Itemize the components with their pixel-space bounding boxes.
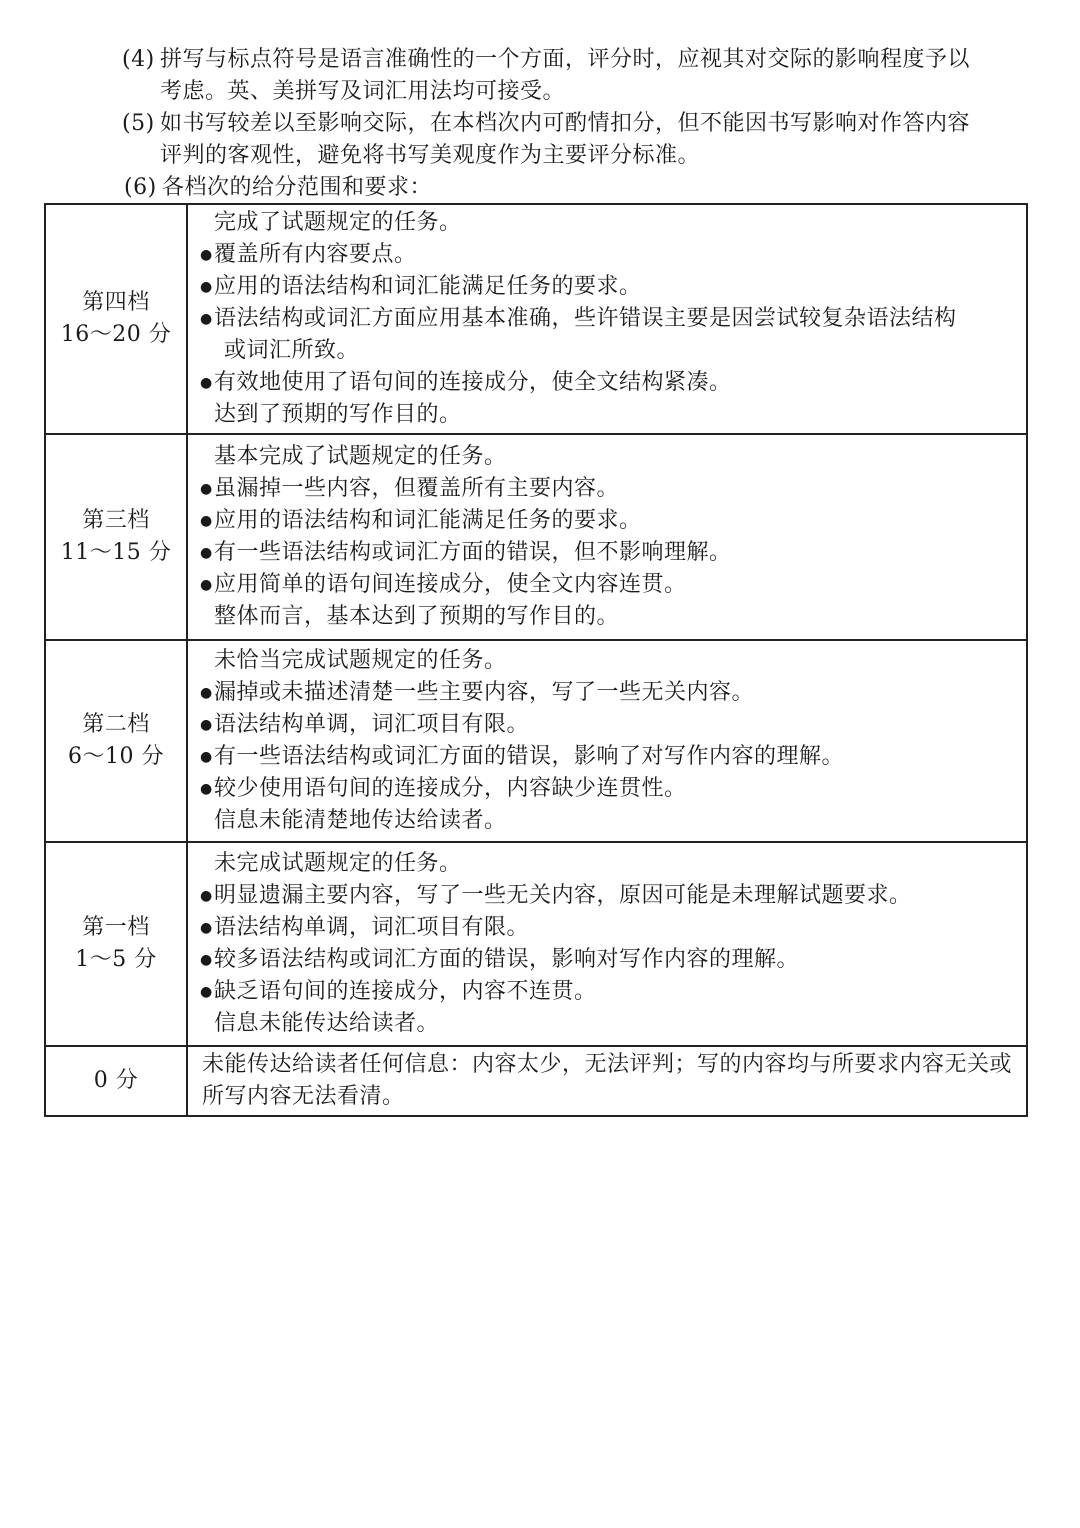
criterion-item: ●语法结构或词汇方面应用基本准确，些许错误主要是因尝试较复杂语法结构 — [200, 303, 1018, 335]
rubric-row-level-3 — [45, 434, 1027, 640]
note-6 — [124, 172, 1036, 204]
bullet-icon: ● — [200, 247, 213, 263]
criterion-item: ●有一些语法结构或词汇方面的错误，但不影响理解。 — [200, 537, 1018, 569]
level-score-range: 11～15 分 — [60, 540, 172, 565]
bullet-icon: ● — [200, 311, 213, 327]
criterion-item: ●虽漏掉一些内容，但覆盖所有主要内容。 — [200, 473, 1018, 505]
bullet-icon: ● — [200, 920, 213, 936]
level-outro: 达到了预期的写作目的。 — [214, 402, 462, 427]
criteria-cell — [187, 204, 1027, 434]
criterion-item: ●缺乏语句间的连接成分，内容不连贯。 — [200, 976, 1018, 1008]
bullet-icon: ● — [200, 952, 213, 968]
criterion-item: ●语法结构单调，词汇项目有限。 — [200, 912, 1018, 944]
level-name: 第一档 — [82, 915, 150, 940]
note-5 — [122, 108, 1034, 172]
criteria-cell: 未能传达给读者任何信息：内容太少，无法评判；写的内容均与所要求内容无关或所写内容无法看清。 — [187, 1046, 1027, 1116]
bullet-icon: ● — [200, 577, 213, 593]
level-outro: 信息未能传达给读者。 — [214, 1011, 440, 1036]
criteria-cell — [187, 842, 1027, 1046]
rubric-row-level-1 — [45, 842, 1027, 1046]
bullet-icon: ● — [200, 749, 213, 765]
level-intro: 完成了试题规定的任务。 — [214, 210, 462, 235]
note-text-continued: 考虑。英、美拼写及词汇用法均可接受。 — [160, 79, 566, 104]
note-text-continued: 评判的客观性，避免将书写美观度作为主要评分标准。 — [160, 143, 701, 168]
criterion-item: ●有效地使用了语句间的连接成分，使全文结构紧凑。 — [200, 367, 1018, 399]
criterion-item: ●有一些语法结构或词汇方面的错误，影响了对写作内容的理解。 — [200, 741, 1018, 773]
criteria-cell — [187, 640, 1027, 842]
level-cell — [45, 434, 187, 640]
rubric-row-level-2 — [45, 640, 1027, 842]
level-score-range: 16～20 分 — [60, 322, 172, 347]
rubric-row-zero — [45, 1046, 1027, 1116]
criterion-item: ●应用的语法结构和词汇能满足任务的要求。 — [200, 505, 1018, 537]
bullet-icon: ● — [200, 375, 213, 391]
note-number: (4) — [122, 47, 155, 72]
criterion-item-continued: 或词汇所致。 — [224, 338, 360, 363]
level-name: 第二档 — [82, 712, 150, 737]
note-number: (5) — [122, 111, 155, 136]
bullet-icon: ● — [200, 545, 213, 561]
bullet-icon: ● — [200, 984, 213, 1000]
bullet-icon: ● — [200, 481, 213, 497]
scoring-rubric-table — [44, 203, 1028, 1117]
level-cell — [45, 1046, 187, 1116]
criterion-item: ●应用简单的语句间连接成分，使全文内容连贯。 — [200, 569, 1018, 601]
bullet-icon: ● — [200, 781, 213, 797]
note-text: 各档次的给分范围和要求： — [162, 175, 433, 200]
note-4 — [122, 44, 1034, 108]
criterion-item: ●应用的语法结构和词汇能满足任务的要求。 — [200, 271, 1018, 303]
criterion-item: ●覆盖所有内容要点。 — [200, 239, 1018, 271]
level-outro: 信息未能清楚地传达给读者。 — [214, 808, 507, 833]
level-score-range: 6～10 分 — [68, 744, 164, 769]
level-intro: 基本完成了试题规定的任务。 — [214, 444, 507, 469]
bullet-icon: ● — [200, 888, 213, 904]
level-score-range: 0 分 — [93, 1068, 139, 1093]
bullet-icon: ● — [200, 685, 213, 701]
bullet-icon: ● — [200, 717, 213, 733]
level-name: 第四档 — [82, 290, 150, 315]
bullet-icon: ● — [200, 513, 213, 529]
level-cell — [45, 640, 187, 842]
level-outro: 整体而言，基本达到了预期的写作目的。 — [214, 604, 620, 629]
criterion-item: ●语法结构单调，词汇项目有限。 — [200, 709, 1018, 741]
note-text: 拼写与标点符号是语言准确性的一个方面，评分时，应视其对交际的影响程度予以 — [160, 47, 971, 72]
criteria-cell — [187, 434, 1027, 640]
bullet-icon: ● — [200, 279, 213, 295]
level-cell — [45, 204, 187, 434]
level-name: 第三档 — [82, 508, 150, 533]
level-score-range: 1～5 分 — [75, 947, 157, 972]
criterion-item: ●较少使用语句间的连接成分，内容缺少连贯性。 — [200, 773, 1018, 805]
note-text: 如书写较差以至影响交际，在本档次内可酌情扣分，但不能因书写影响对作答内容 — [160, 111, 971, 136]
criterion-item: ●明显遗漏主要内容，写了一些无关内容，原因可能是未理解试题要求。 — [200, 880, 1018, 912]
criterion-item: ●漏掉或未描述清楚一些主要内容，写了一些无关内容。 — [200, 677, 1018, 709]
level-intro: 未完成试题规定的任务。 — [214, 851, 462, 876]
level-cell — [45, 842, 187, 1046]
note-number: (6) — [124, 175, 157, 200]
rubric-row-level-4 — [45, 204, 1027, 434]
criterion-item: ●较多语法结构或词汇方面的错误，影响对写作内容的理解。 — [200, 944, 1018, 976]
level-intro: 未恰当完成试题规定的任务。 — [214, 648, 507, 673]
